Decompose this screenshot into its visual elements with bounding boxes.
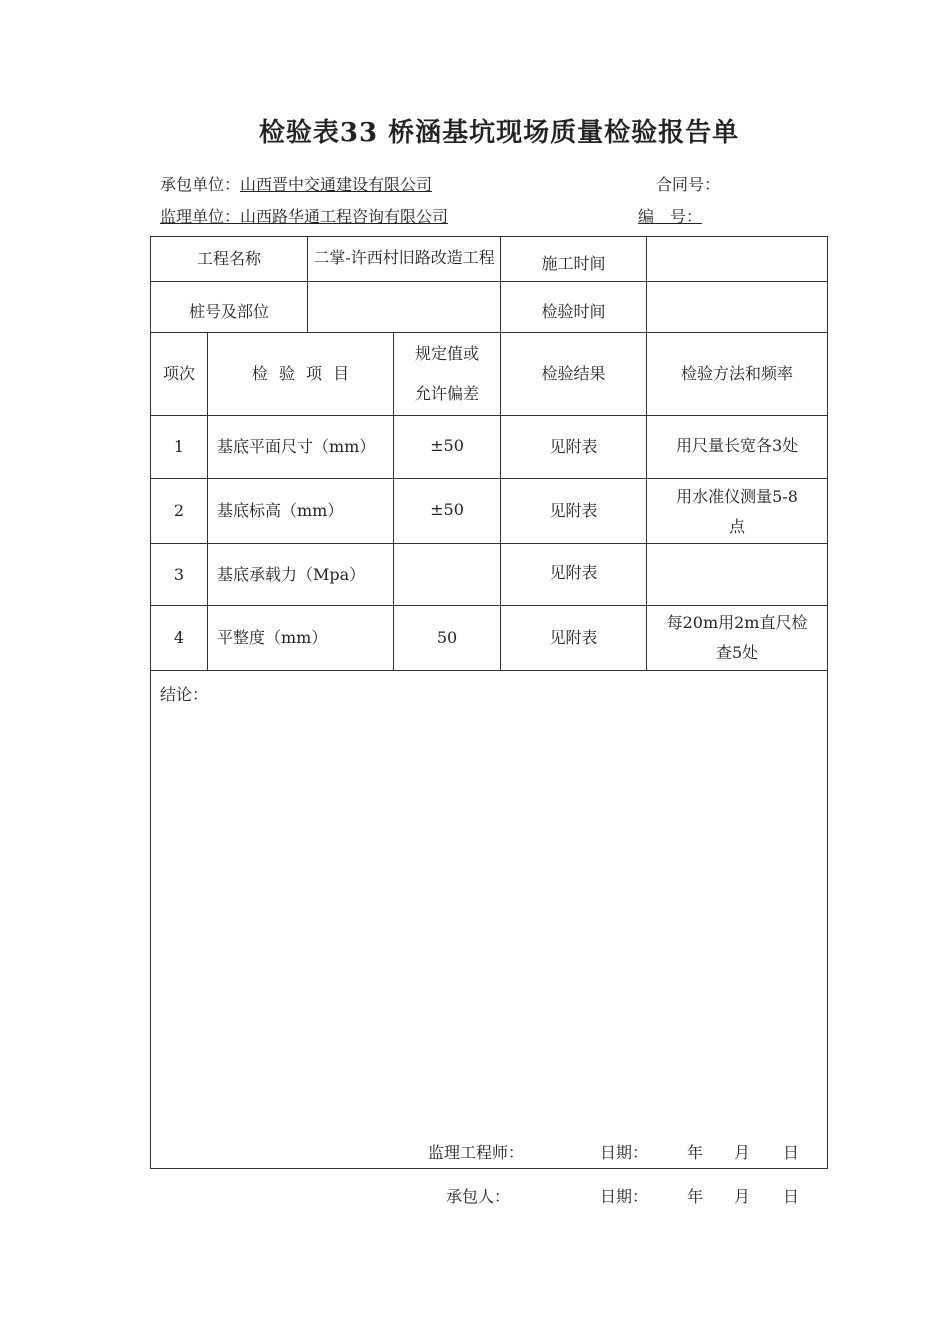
row-spec: ±50 <box>394 416 501 479</box>
row-method <box>647 416 828 479</box>
engineer-year: 年 <box>687 1143 704 1162</box>
row-method-line1: 用尺量长宽各3处 <box>675 436 799 455</box>
contractor-person-label: 承包人： <box>446 1187 511 1206</box>
row-method-line1: 每20m用2m直尺检 <box>666 613 808 632</box>
row-method <box>647 544 828 606</box>
row-spec <box>394 544 501 606</box>
table-row <box>151 479 828 544</box>
col-item: 检 验 项 目 <box>208 333 394 416</box>
row-result: 见附表 <box>501 606 647 671</box>
row-method-line2: 点 <box>729 517 746 536</box>
construction-time-label: 施工时间 <box>501 237 647 282</box>
table-row <box>151 544 828 606</box>
table-row <box>151 416 828 479</box>
contract-no-label: 合同号： <box>656 175 721 194</box>
station-label: 桩号及部位 <box>151 282 308 333</box>
conclusion-cell <box>151 671 828 1169</box>
column-header-row <box>151 333 828 416</box>
contractor-line <box>160 172 432 195</box>
page-title <box>0 112 950 149</box>
contractor-value: 山西晋中交通建设有限公司 <box>240 175 433 194</box>
supervisor-line <box>160 204 702 227</box>
col-result: 检验结果 <box>501 333 647 416</box>
contractor-year: 年 <box>687 1187 704 1206</box>
inspection-time-label: 检验时间 <box>501 282 647 333</box>
col-spec <box>394 333 501 416</box>
row-result: 见附表 <box>501 416 647 479</box>
contractor-month: 月 <box>734 1187 751 1206</box>
supervisor-label: 监理单位： <box>160 207 241 226</box>
col-spec-line2: 允许偏差 <box>415 384 480 403</box>
project-row <box>151 237 828 282</box>
row-spec: 50 <box>394 606 501 671</box>
col-spec-line1: 规定值或 <box>415 344 480 363</box>
project-name-label: 工程名称 <box>151 237 308 282</box>
station-value <box>308 282 501 333</box>
col-method: 检验方法和频率 <box>647 333 828 416</box>
row-result: 见附表 <box>501 544 647 606</box>
row-spec: ±50 <box>394 479 501 544</box>
row-item: 基底标高（mm） <box>208 479 394 544</box>
row-item: 平整度（mm） <box>208 606 394 671</box>
engineer-date-label: 日期： <box>600 1143 649 1162</box>
contractor-date-label: 日期： <box>600 1187 649 1206</box>
row-method <box>647 479 828 544</box>
row-no: 3 <box>151 544 208 606</box>
row-item: 基底平面尺寸（mm） <box>208 416 394 479</box>
table-row <box>151 606 828 671</box>
contractor-day: 日 <box>783 1187 800 1206</box>
engineer-day: 日 <box>783 1143 800 1162</box>
inspection-table <box>150 236 828 1169</box>
serial-label: 编 号： <box>638 207 703 226</box>
conclusion-row <box>151 671 828 1169</box>
contractor-label: 承包单位： <box>160 175 241 194</box>
supervisor-value: 山西路华通工程咨询有限公司 <box>240 207 449 226</box>
row-method-line2: 查5处 <box>715 643 759 662</box>
station-row <box>151 282 828 333</box>
title-text: 检验表33 桥涵基坑现场质量检验报告单 <box>258 118 740 148</box>
project-name-value: 二掌-许西村旧路改造工程 <box>308 237 501 282</box>
row-no: 1 <box>151 416 208 479</box>
row-result: 见附表 <box>501 479 647 544</box>
row-method <box>647 606 828 671</box>
construction-time-value <box>647 237 828 282</box>
inspection-time-value <box>647 282 828 333</box>
row-no: 2 <box>151 479 208 544</box>
row-item: 基底承载力（Mpa） <box>208 544 394 606</box>
row-method-line1: 用水准仪测量5-8 <box>676 487 798 506</box>
row-no: 4 <box>151 606 208 671</box>
col-no: 项次 <box>151 333 208 416</box>
conclusion-label: 结论： <box>160 685 209 704</box>
engineer-month: 月 <box>734 1143 751 1162</box>
engineer-label: 监理工程师： <box>428 1143 525 1162</box>
